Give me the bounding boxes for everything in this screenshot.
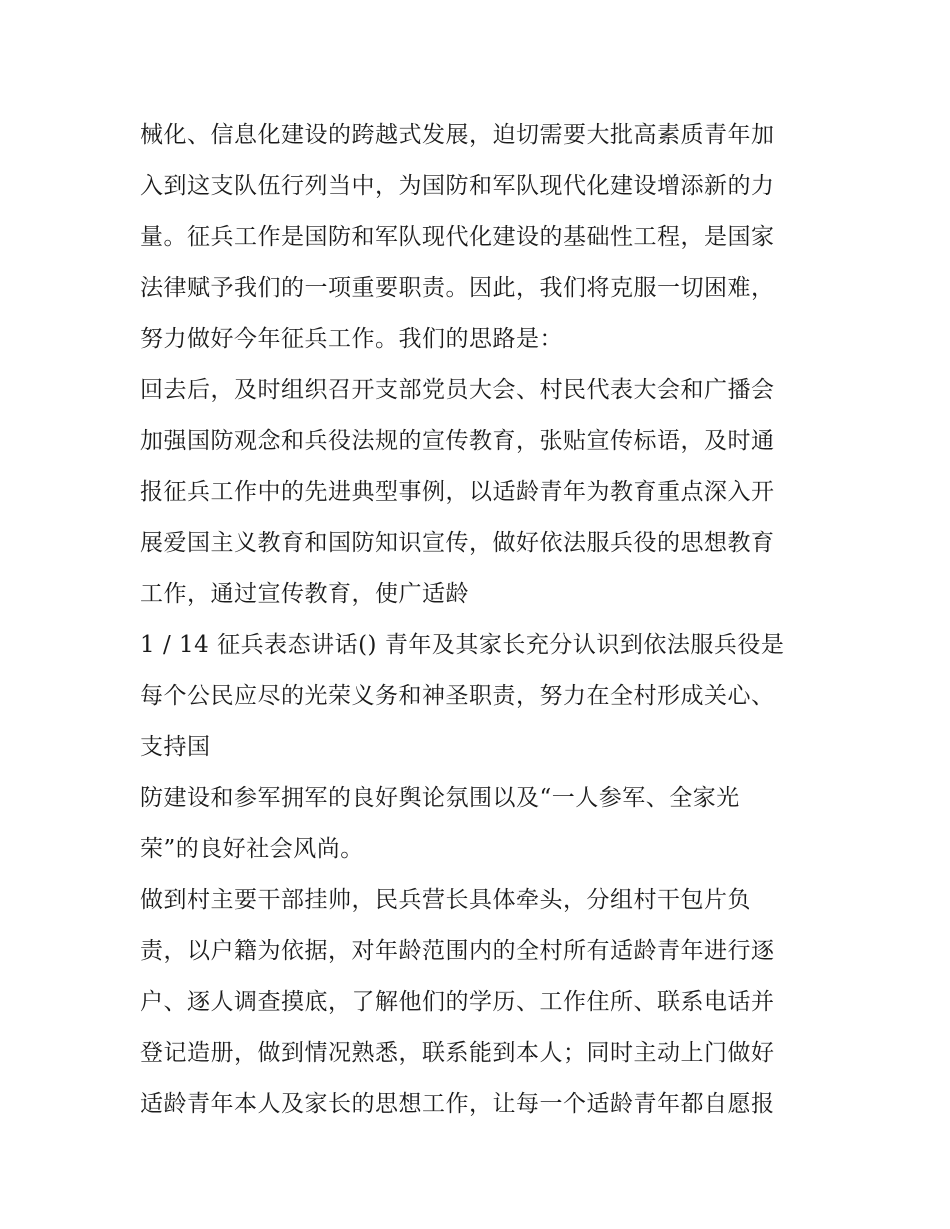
text-line: 械化、信息化建设的跨越式发展，迫切需要大批高素质青年加: [140, 122, 775, 148]
text-line: 加强国防观念和兵役法规的宣传教育，张贴宣传标语，及时通: [140, 428, 775, 454]
text-line: 防建设和参军拥军的良好舆论氛围以及“一人参军、全家光: [140, 785, 740, 811]
text-line: 展爱国主义教育和国防知识宣传，做好依法服兵役的思想教育: [140, 530, 775, 556]
text-line: 户、逐人调查摸底，了解他们的学历、工作住所、联系电话并: [140, 989, 775, 1015]
text-line: 登记造册，做到情况熟悉，联系能到本人；同时主动上门做好: [140, 1040, 775, 1066]
text-line: 支持国: [140, 734, 211, 760]
text-line: 法律赋予我们的一项重要职责。因此，我们将克服一切困难，: [140, 275, 775, 301]
text-line: 入到这支队伍行列当中，为国防和军队现代化建设增添新的力: [140, 173, 775, 199]
text-line: 量。征兵工作是国防和军队现代化建设的基础性工程，是国家: [140, 224, 775, 250]
text-line: 做到村主要干部挂帅，民兵营长具体牵头，分组村干包片负: [140, 887, 751, 913]
text-line: 责，以户籍为依据，对年龄范围内的全村所有适龄青年进行逐: [140, 938, 775, 964]
text-line: 回去后，及时组织召开支部党员大会、村民代表大会和广播会: [140, 377, 775, 403]
text-line: 报征兵工作中的先进典型事例，以适龄青年为教育重点深入开: [140, 479, 775, 505]
text-line: 每个公民应尽的光荣义务和神圣职责，努力在全村形成关心、: [140, 683, 775, 709]
text-line: 努力做好今年征兵工作。我们的思路是：: [140, 326, 563, 352]
text-line: 工作，通过宣传教育，使广适龄: [140, 581, 469, 607]
text-line: 荣”的良好社会风尚。: [140, 836, 364, 862]
text-line: 适龄青年本人及家长的思想工作，让每一个适龄青年都自愿报: [140, 1091, 775, 1117]
text-line: 1 / 14 征兵表态讲话() 青年及其家长充分认识到依法服兵役是: [140, 632, 785, 658]
document-body: [140, 110, 820, 1130]
